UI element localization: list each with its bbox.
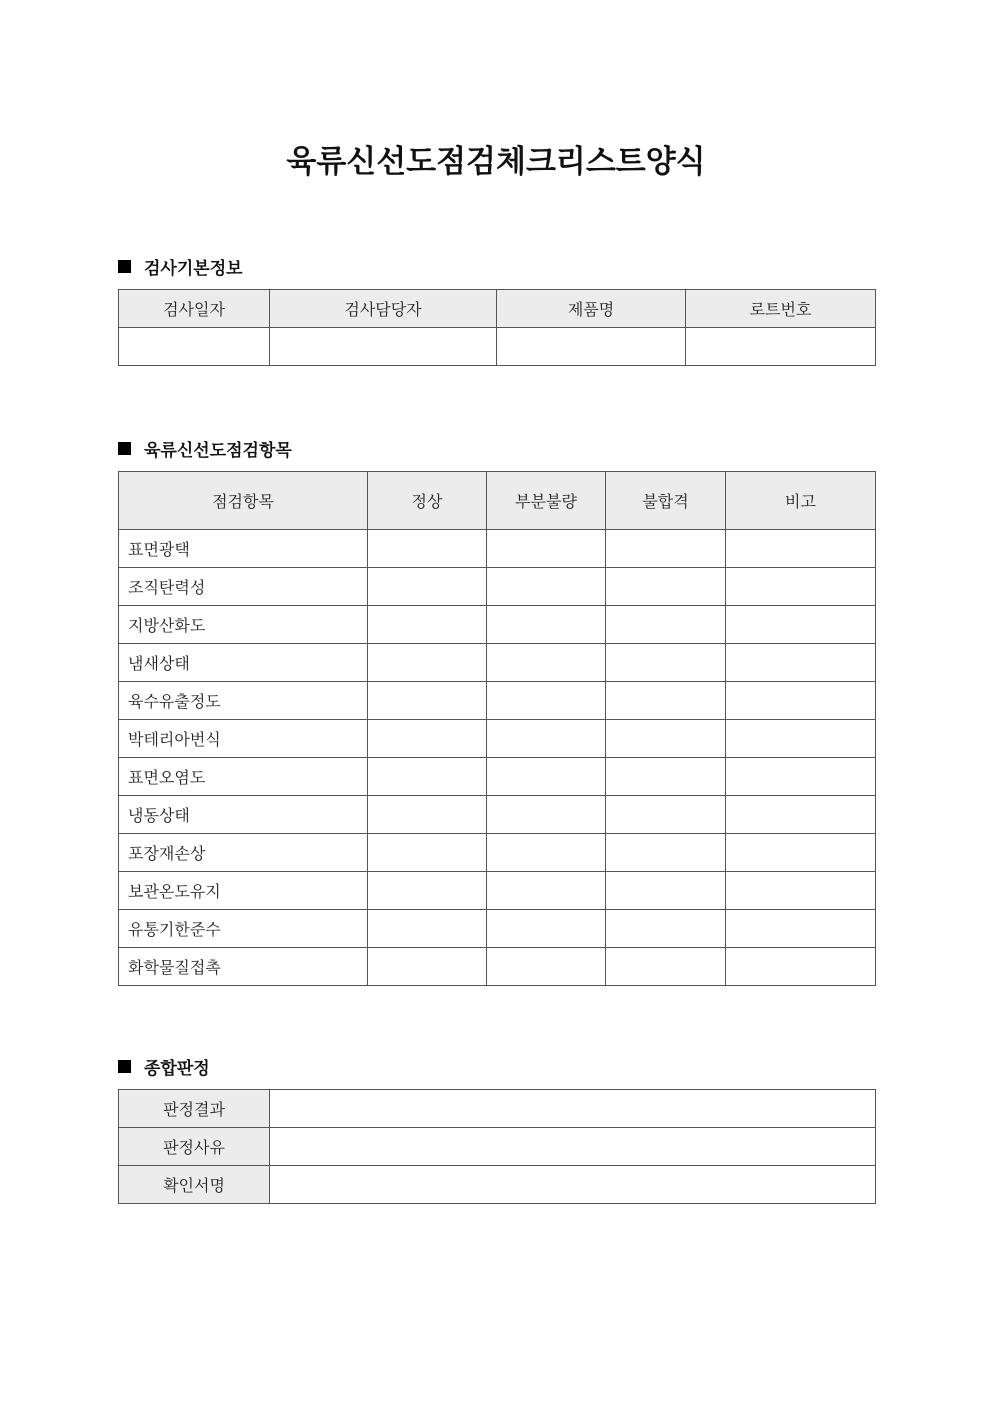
fail-cell[interactable]: [606, 644, 726, 682]
section-heading-label: 검사기본정보: [144, 259, 243, 279]
signature-field[interactable]: [270, 1166, 876, 1204]
table-row: [119, 568, 876, 606]
table-row: [119, 682, 876, 720]
remarks-cell[interactable]: [726, 530, 876, 568]
column-header: 점검항목: [119, 472, 368, 530]
normal-cell[interactable]: [368, 720, 487, 758]
inspection-item-label: 포장재손상: [119, 834, 368, 872]
column-header: 정상: [368, 472, 487, 530]
remarks-cell[interactable]: [726, 910, 876, 948]
inspection-item-label: 표면오염도: [119, 758, 368, 796]
remarks-cell[interactable]: [726, 948, 876, 986]
inspection-item-label: 보관온도유지: [119, 872, 368, 910]
fail-cell[interactable]: [606, 834, 726, 872]
table-row: [119, 872, 876, 910]
table-row: [119, 796, 876, 834]
normal-cell[interactable]: [368, 606, 487, 644]
normal-cell[interactable]: [368, 568, 487, 606]
remarks-cell[interactable]: [726, 720, 876, 758]
row-header: 판정결과: [119, 1090, 270, 1128]
partial-defect-cell[interactable]: [487, 606, 606, 644]
fail-cell[interactable]: [606, 758, 726, 796]
square-bullet-icon: [118, 1060, 131, 1073]
section-heading-basic-info: [118, 254, 243, 279]
fail-cell[interactable]: [606, 530, 726, 568]
partial-defect-cell[interactable]: [487, 568, 606, 606]
judgment-result-field[interactable]: [270, 1090, 876, 1128]
product-name-field[interactable]: [497, 328, 686, 366]
normal-cell[interactable]: [368, 872, 487, 910]
inspection-item-label: 냉동상태: [119, 796, 368, 834]
inspection-item-label: 유통기한준수: [119, 910, 368, 948]
row-header: 확인서명: [119, 1166, 270, 1204]
table-row: [119, 910, 876, 948]
partial-defect-cell[interactable]: [487, 910, 606, 948]
partial-defect-cell[interactable]: [487, 758, 606, 796]
remarks-cell[interactable]: [726, 796, 876, 834]
inspection-item-label: 냄새상태: [119, 644, 368, 682]
remarks-cell[interactable]: [726, 606, 876, 644]
inspection-item-label: 육수유출정도: [119, 682, 368, 720]
column-header: 비고: [726, 472, 876, 530]
table-row: [119, 834, 876, 872]
remarks-cell[interactable]: [726, 872, 876, 910]
table-row: [119, 644, 876, 682]
partial-defect-cell[interactable]: [487, 948, 606, 986]
remarks-cell[interactable]: [726, 568, 876, 606]
fail-cell[interactable]: [606, 948, 726, 986]
section-heading-inspection: [118, 436, 292, 461]
section-heading-summary: [118, 1054, 210, 1079]
fail-cell[interactable]: [606, 720, 726, 758]
section-heading-label: 육류신선도점검항목: [144, 441, 292, 461]
inspection-date-field[interactable]: [119, 328, 270, 366]
inspection-item-label: 조직탄력성: [119, 568, 368, 606]
fail-cell[interactable]: [606, 872, 726, 910]
normal-cell[interactable]: [368, 796, 487, 834]
remarks-cell[interactable]: [726, 644, 876, 682]
inspection-item-label: 화학물질접촉: [119, 948, 368, 986]
column-header: 제품명: [497, 290, 686, 328]
normal-cell[interactable]: [368, 682, 487, 720]
partial-defect-cell[interactable]: [487, 834, 606, 872]
judgment-reason-field[interactable]: [270, 1128, 876, 1166]
partial-defect-cell[interactable]: [487, 530, 606, 568]
square-bullet-icon: [118, 442, 131, 455]
inspection-item-label: 표면광택: [119, 530, 368, 568]
table-row: [119, 948, 876, 986]
basic-info-table: [118, 289, 876, 366]
inspection-item-label: 지방산화도: [119, 606, 368, 644]
normal-cell[interactable]: [368, 644, 487, 682]
column-header: 불합격: [606, 472, 726, 530]
table-row: [119, 530, 876, 568]
remarks-cell[interactable]: [726, 682, 876, 720]
table-row: [119, 758, 876, 796]
lot-number-field[interactable]: [686, 328, 876, 366]
partial-defect-cell[interactable]: [487, 644, 606, 682]
partial-defect-cell[interactable]: [487, 872, 606, 910]
partial-defect-cell[interactable]: [487, 720, 606, 758]
summary-table: [118, 1089, 876, 1204]
inspection-item-label: 박테리아번식: [119, 720, 368, 758]
fail-cell[interactable]: [606, 568, 726, 606]
normal-cell[interactable]: [368, 530, 487, 568]
square-bullet-icon: [118, 260, 131, 273]
inspector-field[interactable]: [270, 328, 497, 366]
fail-cell[interactable]: [606, 682, 726, 720]
remarks-cell[interactable]: [726, 834, 876, 872]
column-header: 검사일자: [119, 290, 270, 328]
fail-cell[interactable]: [606, 910, 726, 948]
inspection-table: [118, 471, 876, 986]
row-header: 판정사유: [119, 1128, 270, 1166]
table-row: [119, 720, 876, 758]
normal-cell[interactable]: [368, 948, 487, 986]
partial-defect-cell[interactable]: [487, 682, 606, 720]
table-row: [119, 606, 876, 644]
fail-cell[interactable]: [606, 606, 726, 644]
normal-cell[interactable]: [368, 758, 487, 796]
partial-defect-cell[interactable]: [487, 796, 606, 834]
fail-cell[interactable]: [606, 796, 726, 834]
column-header: 로트번호: [686, 290, 876, 328]
section-heading-label: 종합판정: [144, 1059, 210, 1079]
page-title: 육류신선도점검체크리스트양식: [286, 144, 706, 180]
column-header: 부분불량: [487, 472, 606, 530]
normal-cell[interactable]: [368, 910, 487, 948]
column-header: 검사담당자: [270, 290, 497, 328]
normal-cell[interactable]: [368, 834, 487, 872]
remarks-cell[interactable]: [726, 758, 876, 796]
